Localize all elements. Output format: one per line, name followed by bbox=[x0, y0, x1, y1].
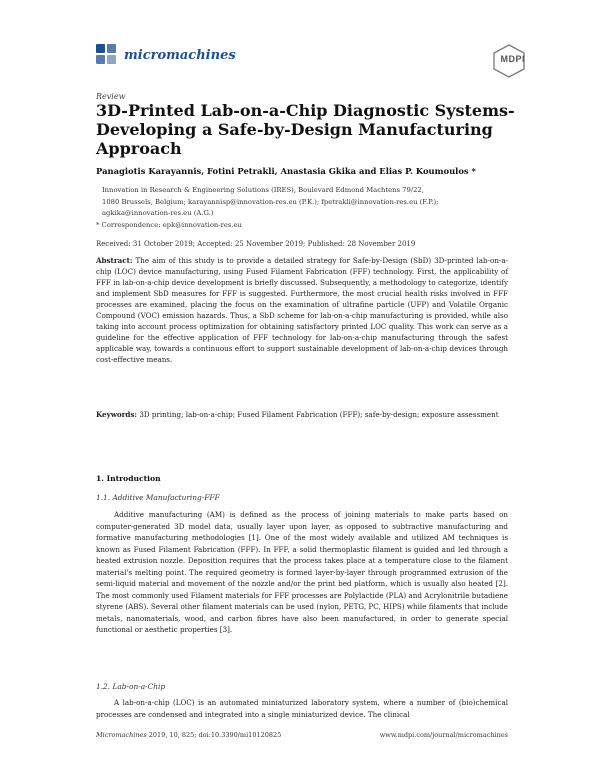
citation-journal: Micromachines bbox=[96, 731, 147, 739]
journal-header bbox=[96, 44, 236, 66]
affiliation-line: 1080 Brussels, Belgium; karayannisp@innovation-res.eu (P.K.); fpetrakli@innovation-res.eu (F.P.); bbox=[102, 197, 439, 206]
subsection-heading: 1.1. Additive Manufacturing-FFF bbox=[96, 493, 220, 502]
paragraph-text: A lab-on-a-chip (LOC) is an automated miniaturized laboratory system, where a number of (bio)chemical processes are condensed and integrated into a single miniaturized device. The clinical bbox=[96, 698, 508, 719]
keywords-label: Keywords: bbox=[96, 410, 138, 419]
body-paragraph bbox=[96, 697, 508, 720]
publisher-logo-text: MDPI bbox=[500, 54, 525, 64]
citation bbox=[96, 731, 281, 739]
keywords bbox=[96, 409, 508, 420]
subsection-heading: 1.2. Lab-on-a-Chip bbox=[96, 682, 166, 691]
abstract-text: The aim of this study is to provide a detailed strategy for Safe-by-Design (SbD) 3D-printed lab-on-a-chip (LOC) device manufacturing, using Fused Filament Fabrication (FFF) technology. First, the applicability of FFF in lab-on-a-chip device development is briefly discussed. Subsequently, a methodology to categorize, identify and implement SbD measures for FFF is suggested. Furthermore, the most crucial health risks involved in FFF processes are examined, placing the focus on the examination of ultrafine particle (UFP) and Volatile Organic Compound (VOC) emission hazards. Thus, a SbD scheme for lab-on-a-chip manufacturing is provided, while also taking into account process optimization for obtaining satisfactory printed LOC quality. This work can serve as a guideline for the effective application of FFF technology for lab-on-a-chip manufacturing through the safest applicable way, towards a continuous effort to support sustainable development of lab-on-a-chip devices through cost-effective means. bbox=[96, 256, 508, 364]
paragraph-text: Additive manufacturing (AM) is defined as the process of joining materials to make parts based on computer-generated 3D model data, usually layer upon layer, as opposed to subtractive manufacturing and formative manufacturing methodologies [1]. One of the most widely available and utilized AM techniques is known as Fused Filament Fabrication (FFF). In FFF, a solid thermoplastic filament is guided and led through a heated extrusion nozzle. Deposition requires that the process takes place at a temperature close to the filament material's melting point. The required geometry is formed layer-by-layer through programmed extrusion of the semi-liquid material and movement of the nozzle and/or the print bed platform, which is usually also heated [2]. The most commonly used Filament materials for FFF processes are Polylactide (PLA) and Acrylonitrile butadiene styrene (ABS). Several other filament materials can be used (nylon, PETG, PC, HIPS) while filaments that include metals, nanomaterials, wood, and carbon fibres have also been manufactured, in order to generate special functional or aesthetic properties [3]. bbox=[96, 510, 508, 634]
journal-logo-icon bbox=[96, 44, 118, 66]
article-title: 3D-Printed Lab-on-a-Chip Diagnostic Systems-Developing a Safe-by-Design Manufacturing Approach bbox=[96, 101, 515, 158]
abstract-label: Abstract: bbox=[96, 256, 133, 265]
affiliations bbox=[96, 185, 526, 231]
affiliation-line: agkika@innovation-res.eu (A.G.) bbox=[102, 209, 214, 217]
keywords-text: 3D printing; lab-on-a-chip; Fused Filament Fabrication (FFF); safe-by-design; exposure assessment bbox=[139, 410, 499, 419]
correspondence: * Correspondence: epk@innovation-res.eu bbox=[96, 220, 242, 229]
section-heading: 1. Introduction bbox=[96, 474, 161, 483]
body-paragraph bbox=[96, 509, 508, 636]
author-list: Panagiotis Karayannis, Fotini Petrakli, Anastasia Gkika and Elias P. Koumoulos * bbox=[96, 166, 476, 176]
abstract bbox=[96, 255, 508, 365]
journal-url[interactable]: www.mdpi.com/journal/micromachines bbox=[379, 731, 508, 739]
article-type: Review bbox=[96, 92, 126, 101]
citation-details: 2019, 10, 825; doi:10.3390/mi10120825 bbox=[146, 731, 282, 739]
page-footer bbox=[96, 731, 508, 739]
publication-dates: Received: 31 October 2019; Accepted: 25 November 2019; Published: 28 November 2019 bbox=[96, 240, 416, 248]
affiliation-line: Innovation in Research & Engineering Solutions (IRES), Boulevard Edmond Machtens 79/22, bbox=[102, 186, 424, 194]
journal-name: micromachines bbox=[124, 47, 236, 63]
